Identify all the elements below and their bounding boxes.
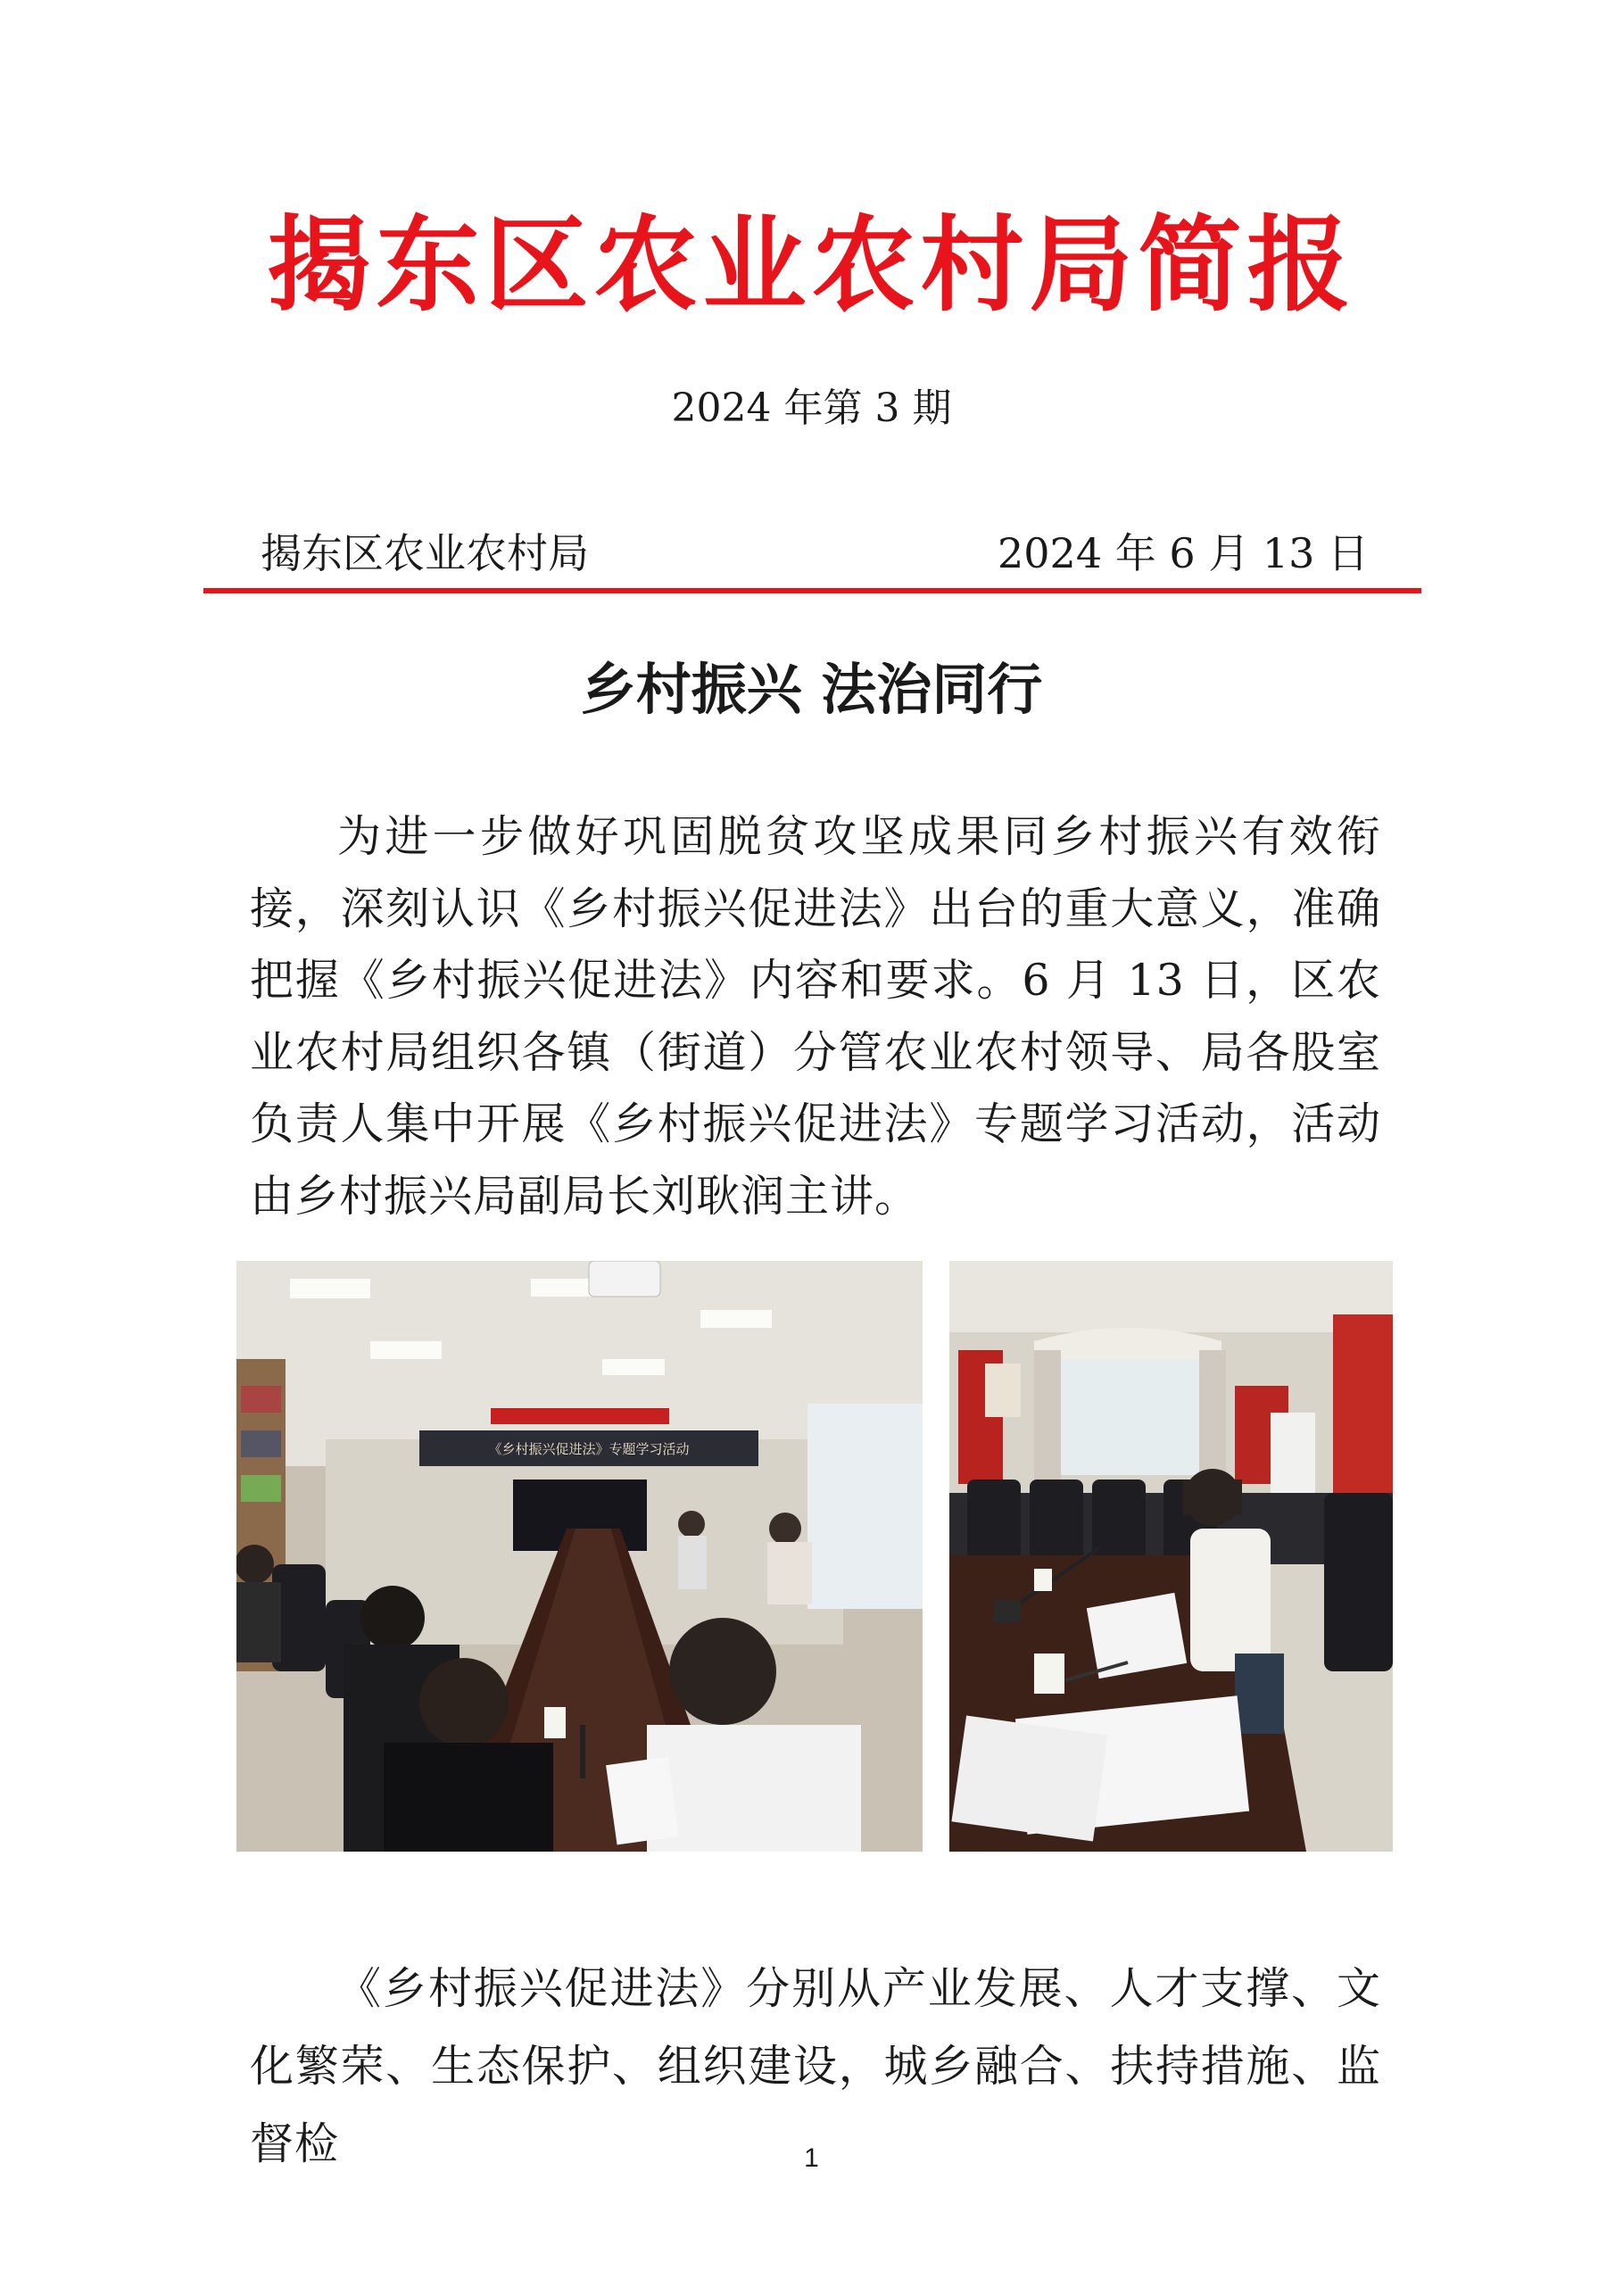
issuer-name: 揭东区农业农村局: [261, 529, 589, 577]
article-paragraph: 为进一步做好巩固脱贫攻坚成果同乡村振兴有效衔接，深刻认识《乡村振兴促进法》出台的重大意义，准确把握《乡村振兴促进法》内容和要求。6 月 13 日，区农业农村局组织各镇（街道）分管农业农村领导、局各股室负责人集中开展《乡村振兴促进法》专题学习活动，活动由乡村振兴局副局长刘耿润主讲。: [250, 811, 1381, 1222]
article-title: 乡村振兴 法治同行: [580, 657, 1043, 722]
article-paragraph: 《乡村振兴促进法》分别从产业发展、人才支撑、文化繁荣、生态保护、组织建设，城乡融合、扶持措施、监督检: [250, 1963, 1381, 2169]
meeting-room-photo: [236, 1261, 923, 1852]
publish-date: 2024 年 6 月 13 日: [998, 529, 1369, 577]
banner-text: 《乡村振兴促进法》专题学习活动: [488, 1441, 690, 1457]
page-number: 1: [804, 2143, 819, 2173]
speaker-photo: [949, 1261, 1393, 1852]
issue-number: 2024 年第 3 期: [671, 385, 952, 431]
masthead-title: 揭东区农业农村局简报: [267, 205, 1356, 326]
red-divider: [203, 588, 1421, 593]
